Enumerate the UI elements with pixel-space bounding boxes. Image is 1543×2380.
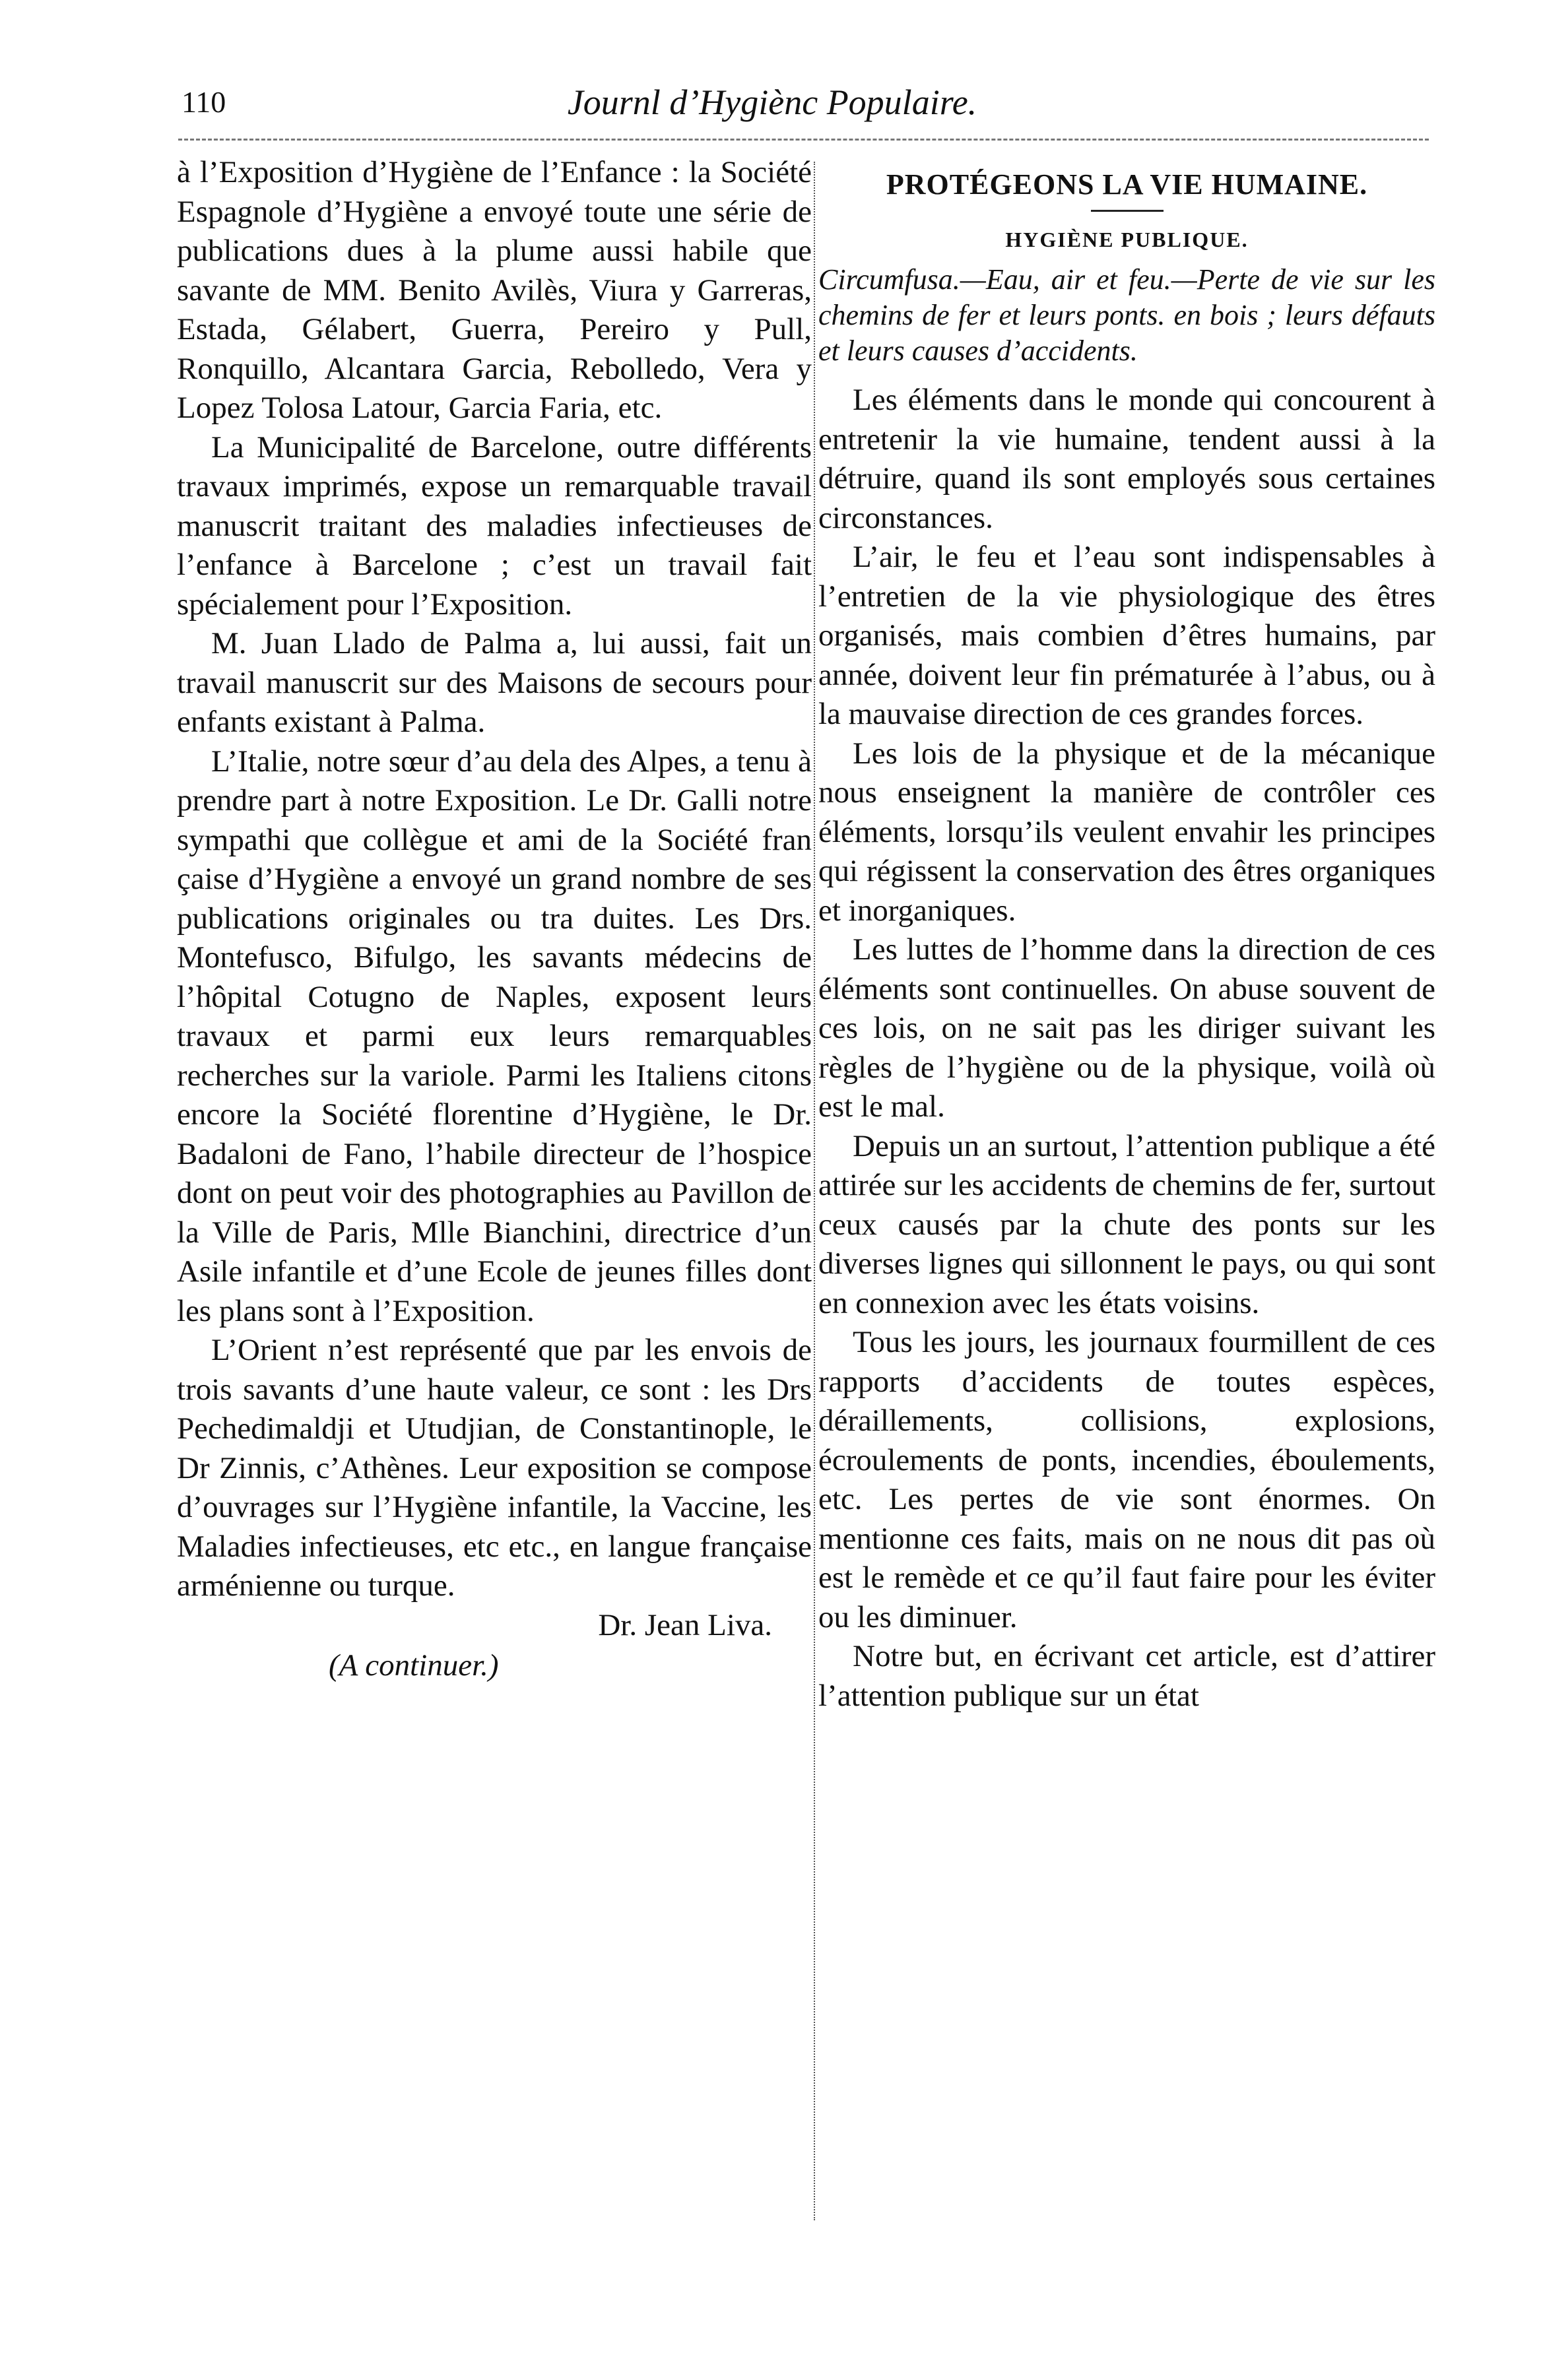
paragraph-newspapers: Tous les jours, les journaux fourmillent de ces rapports d’accidents de toutes espèces, déraillements, collisions, explosions, écroulements de ponts, incendies, éboulements, etc. Les pertes de vie sont énormes. On mentionne ces faits, mais on ne nous dit pas où est le remède et ce qu’il faut faire pour les éviter ou les diminuer. bbox=[818, 1325, 1435, 1634]
column-divider bbox=[814, 162, 815, 2220]
article-title: PROTÉGEONS LA VIE HUMAINE. bbox=[886, 168, 1368, 201]
paragraph-elements: Les éléments dans le monde qui concourent à entretenir la vie humaine, tendent aussi à la détruire, quand ils sont employés sous certaines circonstances. bbox=[818, 383, 1435, 535]
journal-title: Journl d’Hygiènc Populaire. bbox=[567, 82, 977, 122]
right-column bbox=[818, 153, 1435, 2225]
paragraph-railway-accidents: Depuis un an surtout, l’attention publique a été attirée sur les accidents de chemins de fer, surtout ceux causés par la chute des ponts sur les diverses lignes qui sillonnent le pays, ou qui sont en connexion avec les états voisins. bbox=[818, 1128, 1435, 1320]
paragraph-italy: L’Italie, notre sœur d’au dela des Alpes, a tenu à prendre part à notre Exposition. Le Dr. Galli notre sympathi que collègue et ami de la Société fran çaise d’Hygiène a envoyé un grand nombre de ses publications originales ou tra duites. Les Drs. Montefusco, Bifulgo, les savants médecins de l’hôpital Cotugno de Naples, exposent leurs travaux et parmi eux leurs remarquables recherches sur la variole. Parmi les Italiens citons encore la Société florentine d’Hygiène, le Dr. Badaloni de Fano, l’habile directeur de l’hospice dont on peut voir des photographies au Pavillon de la Ville de Paris, Mlle Bianchini, directrice d’un Asile infantile et d’une Ecole de jeunes filles dont les plans sont à l’Exposition. bbox=[177, 744, 812, 1328]
paragraph-spanish-society: à l’Exposition d’Hygiène de l’Enfance : la Société Espagnole d’Hygiène a envoyé toute une série de publications dues à la plume aussi habile que savante de MM. Benito Avilès, Viura y Garreras, Estada, Gélabert, Guerra, Pereiro y Pull, Ronquillo, Alcantara Garcia, Rebolledo, Vera y Lopez Tolosa Latour, Garcia Faria, etc. bbox=[177, 155, 812, 425]
left-column bbox=[177, 153, 812, 2225]
paragraph-struggles: Les luttes de l’homme dans la direction de ces éléments sont continuelles. On abuse souvent de ces lois, on ne sait pas les diriger suivant les règles de l’hygiène ou de la physique, voilà où est le mal. bbox=[818, 932, 1435, 1124]
to-be-continued: (A continuer.) bbox=[329, 1648, 499, 1683]
paragraph-laws-physics: Les lois de la physique et de la mécanique nous enseignent la manière de contrôler ces éléments, lorsqu’ils veulent envahir les principes qui régissent la conservation des êtres organiques et inorganiques. bbox=[818, 736, 1435, 928]
page-number: 110 bbox=[181, 85, 226, 119]
signature-line bbox=[177, 1606, 812, 1646]
paragraph-air-fire-water: L’air, le feu et l’eau sont indispensables à l’entretien de la vie physiologique des êtres organisés, mais combien d’êtres humains, par année, doivent leur fin prématurée à l’abus, ou à la mauvaise direction de ces grandes forces. bbox=[818, 540, 1435, 731]
title-rule bbox=[1091, 210, 1164, 212]
paragraph-barcelona: La Municipalité de Barcelone, outre différents travaux imprimés, expose un remarquable travail manuscrit traitant des maladies infectieuses de l’enfance à Barcelone ; c’est un travail fait spécialement pour l’Exposition. bbox=[177, 430, 812, 622]
paragraph-palma: M. Juan Llado de Palma a, lui aussi, fait un travail manuscrit sur des Maisons de secours pour enfants existant à Palma. bbox=[177, 626, 812, 739]
paragraph-our-goal: Notre but, en écrivant cet article, est d’attirer l’attention publique sur un état bbox=[818, 1639, 1435, 1713]
author-signature: Dr. Jean Liva. bbox=[598, 1607, 772, 1642]
paragraph-orient: L’Orient n’est représenté que par les envois de trois savants d’une haute valeur, ce sont : les Drs Pechedimaldji et Utudjian, de Constantinople, le Dr Zinnis, c’Athènes. Leur exposition se compose d’ouvrages sur l’Hygiène infantile, la Vaccine, les Maladies infectieuses, etc etc., en langue française arménienne ou turque. bbox=[177, 1333, 812, 1603]
section-title: HYGIÈNE PUBLIQUE. bbox=[1005, 228, 1249, 251]
header-rule bbox=[178, 139, 1429, 141]
page-header bbox=[0, 76, 1543, 135]
article-subject: Circumfusa.—Eau, air et feu.—Perte de vie sur les chemins de fer et leurs ponts. en bois ; leurs défauts et leurs causes d’accidents. bbox=[818, 263, 1435, 367]
